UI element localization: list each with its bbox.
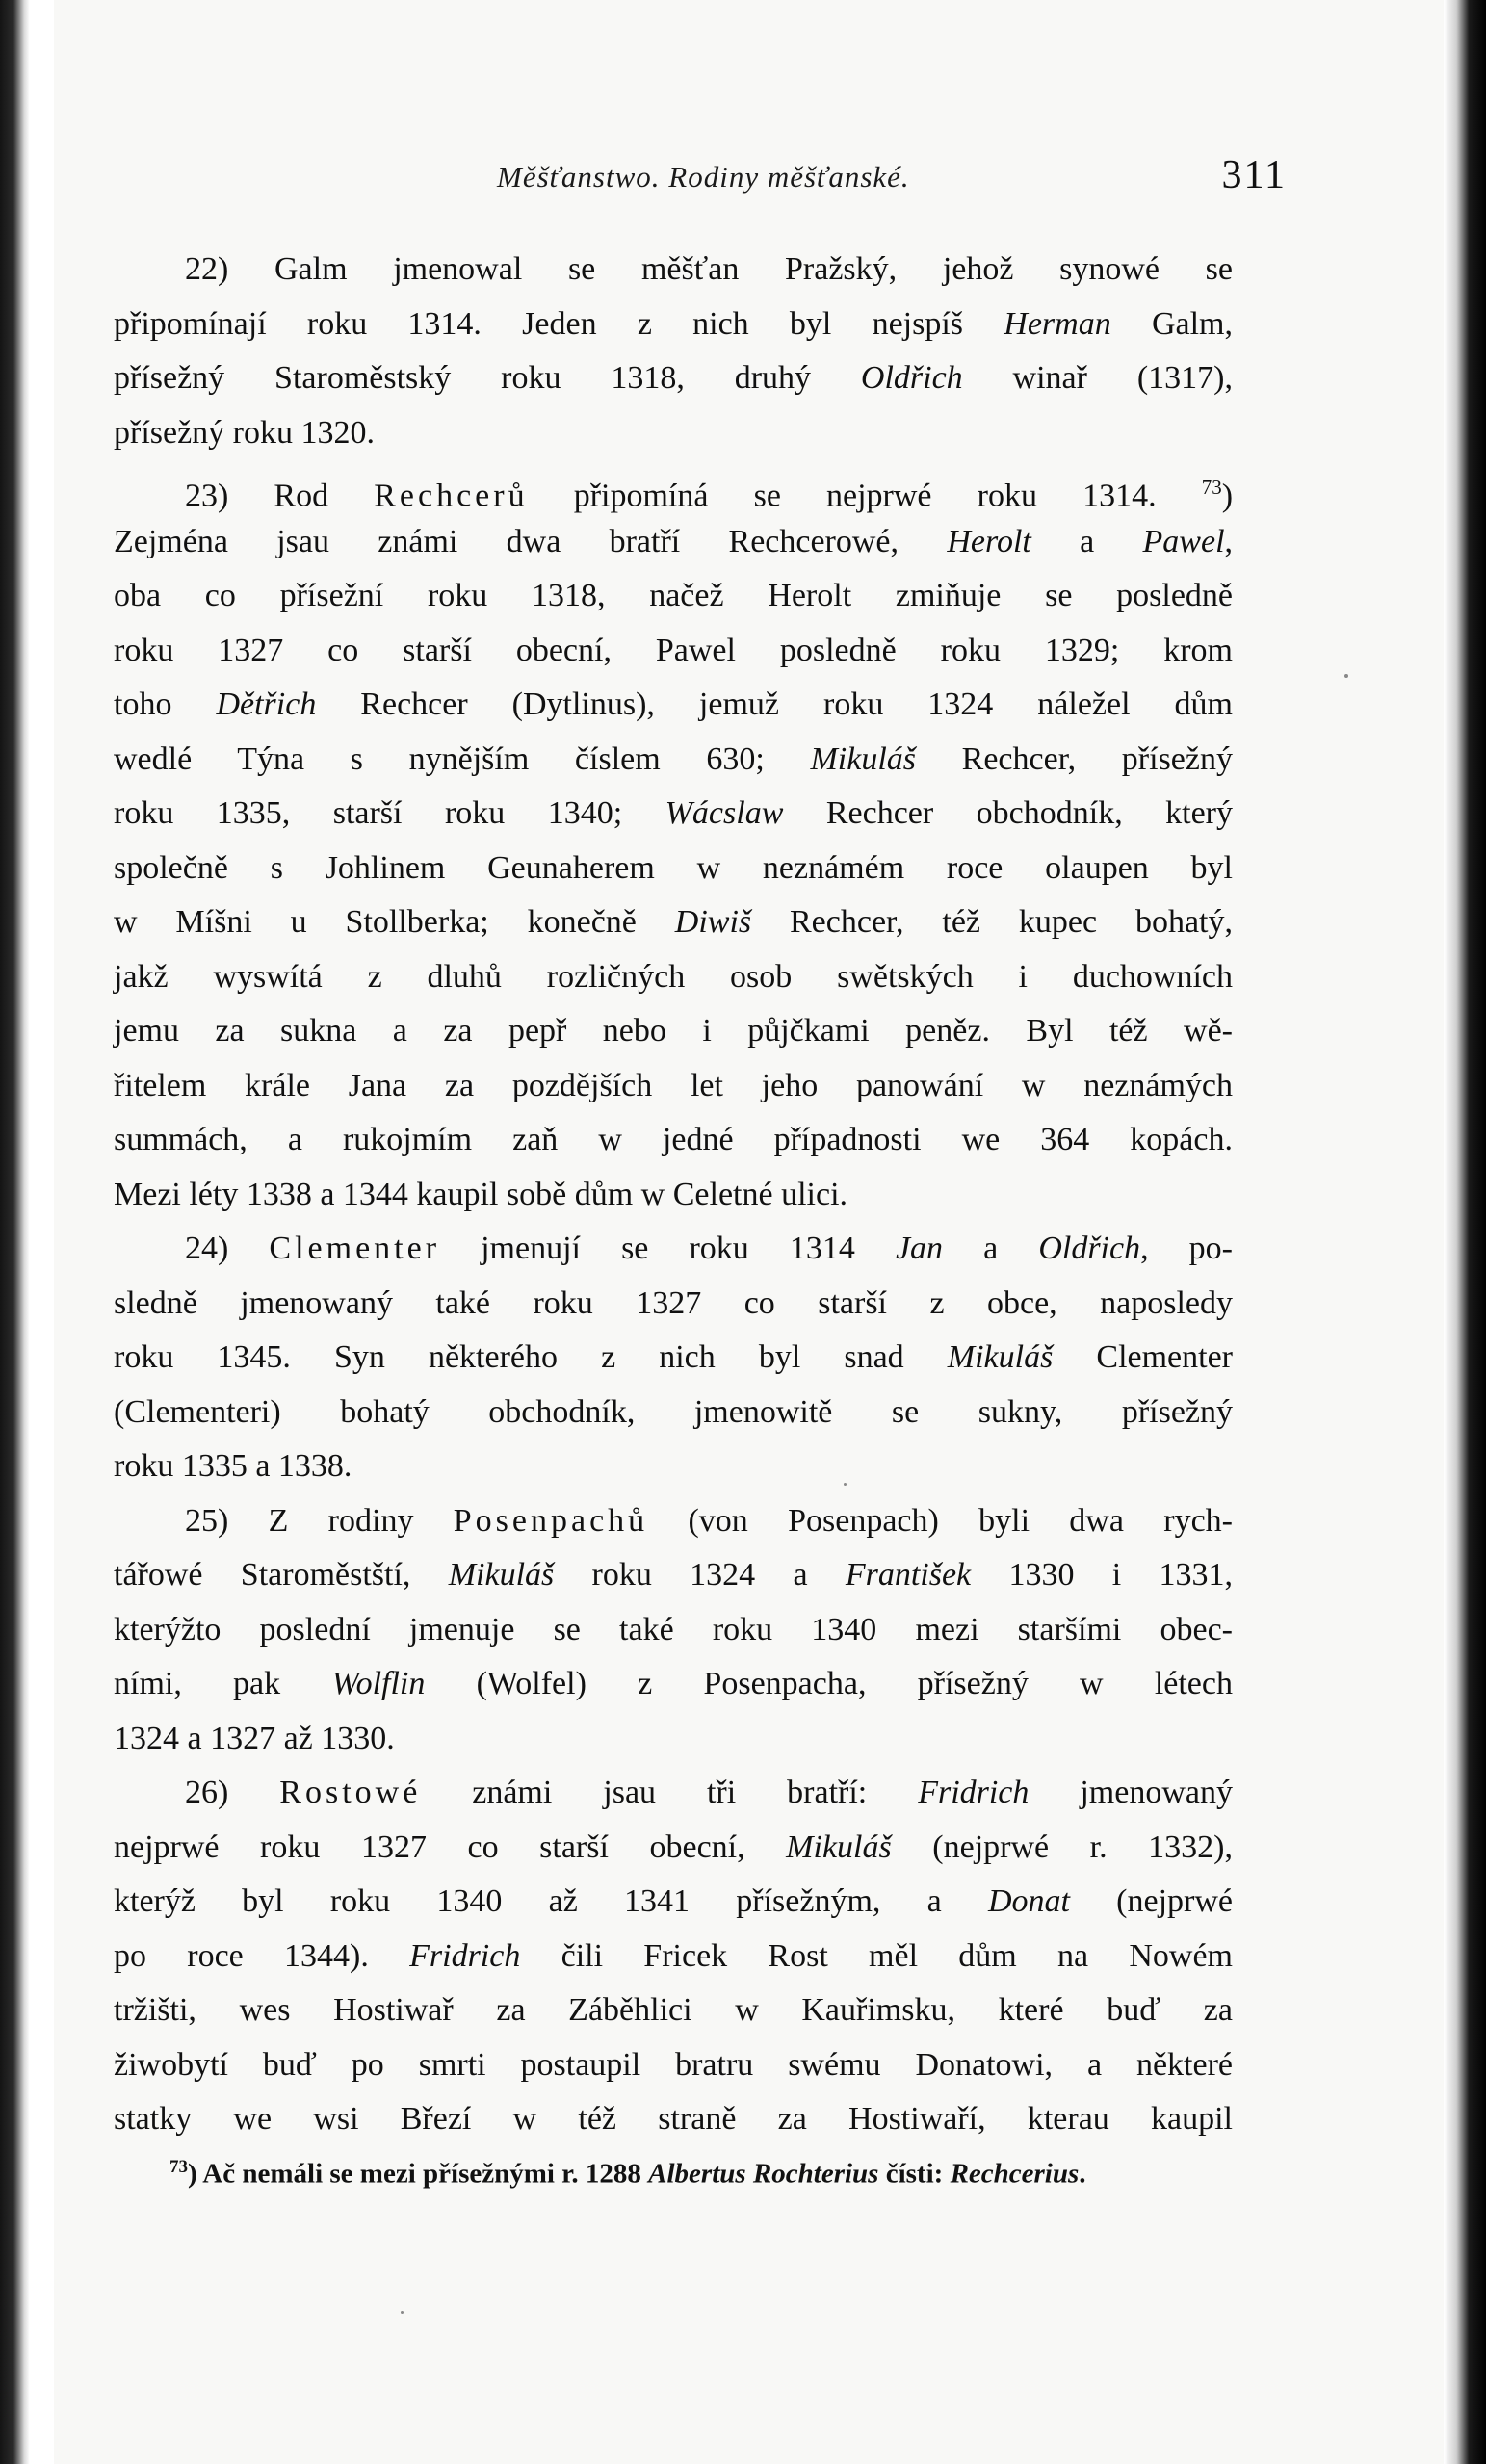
text-run: sledně jmenowaný také roku 1327 co starší z obce, naposledy: [114, 1284, 1233, 1321]
text-line: [114, 1331, 1233, 1386]
text-run: ) Ač nemáli se mezi přísežnými r. 1288: [188, 2158, 649, 2190]
italic-name: Diwiš: [674, 904, 752, 940]
text-run: .: [1079, 2158, 1086, 2190]
text-line: [114, 569, 1233, 624]
text-line: [114, 1439, 1233, 1494]
text-line: [114, 787, 1233, 842]
text-run: ními, pak: [114, 1666, 332, 1701]
text-line: [114, 460, 1233, 515]
text-line: [114, 950, 1233, 1005]
spaced-family-name: Posenpachů: [453, 1502, 649, 1539]
body-text: [114, 243, 1233, 2147]
running-title: Měšťanstwo. Rodiny měšťanské.: [497, 160, 910, 194]
text-line: [114, 1004, 1233, 1059]
text-line: [114, 2092, 1233, 2147]
text-line: [114, 1875, 1233, 1930]
text-line: [114, 1712, 1233, 1767]
text-run: Rechcer, též kupec bohatý,: [751, 904, 1233, 940]
text-run: přísežný Staroměstský roku 1318, druhý: [114, 360, 861, 396]
text-run: žiwobytí buď po smrti postaupil bratru swému Donatowi, a některé: [114, 2046, 1233, 2083]
text-run: přísežný roku 1320.: [114, 414, 376, 451]
print-speck: [401, 2311, 404, 2314]
text-run: Rechcer, přísežný: [916, 740, 1233, 777]
footnote-reference: 73: [1201, 476, 1222, 499]
text-run: jakž wyswítá z dluhů rozličných osob swětských i duchowních: [114, 958, 1233, 995]
text-run: roku 1335 a 1338.: [114, 1448, 352, 1484]
text-run: společně s Johlinem Geunaherem w neznámém roce olaupen byl: [114, 849, 1233, 886]
text-run: kterýž byl roku 1340 až 1341 přísežným, a: [114, 1883, 988, 1919]
text-run: roku 1345. Syn některého z nich byl snad: [114, 1339, 948, 1375]
text-run: Rechcer (Dytlinus), jemuž roku 1324 náležel dům: [316, 687, 1234, 722]
text-line: [114, 1222, 1233, 1277]
text-run: řitelem krále Jana za pozdějších let jeho panowání w neznámých: [114, 1067, 1233, 1103]
text-run: ,: [1224, 523, 1234, 559]
text-run: a: [943, 1231, 1039, 1266]
text-run: roku 1324 a: [554, 1557, 846, 1593]
print-speck: [844, 1483, 847, 1486]
italic-name: Pawel: [1142, 523, 1225, 559]
italic-name: Wolflin: [331, 1666, 426, 1701]
text-line: [114, 298, 1233, 352]
text-line: [114, 1113, 1233, 1168]
italic-name: Herman: [1004, 305, 1111, 342]
text-run: tářowé Staroměstští,: [114, 1557, 449, 1593]
italic-name: Albertus Rochterius: [648, 2158, 879, 2190]
italic-name: Mikuláš: [448, 1557, 555, 1593]
text-line: [114, 1603, 1233, 1658]
text-run: 1330 i 1331,: [971, 1557, 1233, 1593]
italic-name: Oldřich: [1038, 1231, 1141, 1266]
text-run: po roce 1344).: [114, 1937, 410, 1974]
text-line: [114, 733, 1233, 788]
spaced-family-name: Rechcerů: [374, 478, 529, 514]
text-run: Mezi léty 1338 a 1344 kaupil sobě dům w Celetné ulici.: [114, 1176, 848, 1212]
text-line: [114, 678, 1233, 733]
text-line: [114, 1494, 1233, 1549]
text-run: roku 1335, starší roku 1340;: [114, 795, 665, 831]
text-run: jemu za sukna a za pepř nebo i půjčkami peněz. Byl též wě-: [114, 1013, 1233, 1049]
text-run: 1324 a 1327 až 1330.: [114, 1720, 395, 1756]
italic-name: Rechcerius: [950, 2158, 1080, 2190]
text-run: statky we wsi Březí w též straně za Hostiwaří, kterau kaupil: [114, 2101, 1233, 2137]
text-run: připomínají roku 1314. Jeden z nich byl nejspíš: [114, 305, 1004, 342]
spaced-family-name: Clementer: [269, 1231, 441, 1266]
text-line: [114, 895, 1233, 950]
text-run: nejprwé roku 1327 co starší obecní,: [114, 1829, 787, 1865]
text-run: čili Fricek Rost měl dům na Nowém: [520, 1937, 1234, 1974]
text-run: jmenují se roku 1314: [440, 1231, 896, 1266]
spaced-family-name: Rostowé: [279, 1775, 422, 1810]
text-line: [114, 243, 1233, 298]
page-number: 311: [1221, 153, 1287, 197]
text-run: a: [1030, 523, 1143, 559]
text-line: [114, 1059, 1233, 1114]
scan-left-edge: [0, 0, 54, 2464]
text-line: [114, 351, 1233, 406]
text-run: oba co přísežní roku 1318, načež Herolt zmiňuje se posledně: [114, 578, 1233, 613]
text-run: , po-: [1140, 1231, 1233, 1266]
book-page: [54, 0, 1444, 2464]
text-run: Clementer: [1053, 1339, 1233, 1375]
italic-name: Fridrich: [409, 1937, 521, 1974]
italic-name: Herolt: [947, 523, 1031, 559]
text-run: w Míšni u Stollberka; konečně: [114, 904, 675, 940]
text-run: 26): [185, 1775, 280, 1810]
italic-name: Donat: [987, 1883, 1070, 1919]
text-run: (Clementeri) bohatý obchodník, jmenowitě se sukny, přísežný: [114, 1393, 1233, 1430]
text-line: [114, 1277, 1233, 1332]
footnote: [169, 2157, 1287, 2191]
text-line: [114, 1168, 1233, 1223]
footnote-marker: 73: [169, 2157, 188, 2177]
text-run: (von Posenpach) byli dwa rych-: [648, 1502, 1233, 1539]
text-run: ): [1221, 478, 1234, 514]
text-run: známi jsau tři bratří:: [421, 1775, 919, 1810]
text-line: [114, 1930, 1233, 1984]
text-run: 24): [185, 1231, 270, 1266]
scan-right-edge: [1444, 0, 1486, 2464]
text-line: [114, 2038, 1233, 2093]
text-run: připomíná se nejprwé roku 1314.: [528, 478, 1202, 514]
text-run: Galm,: [1110, 305, 1233, 342]
text-line: [114, 1821, 1233, 1876]
italic-name: František: [845, 1557, 972, 1593]
text-line: [114, 406, 1233, 461]
text-line: [114, 515, 1233, 570]
text-run: Zejména jsau známi dwa bratří Rechcerowé,: [114, 523, 948, 559]
text-run: (nejprwé r. 1332),: [891, 1829, 1233, 1865]
text-run: winař (1317),: [962, 360, 1233, 396]
text-line: [114, 1548, 1233, 1603]
text-run: tržišti, wes Hostiwař za Záběhlici w Kauřimsku, které buď za: [114, 1992, 1233, 2028]
italic-name: Oldřich: [860, 360, 963, 396]
page-header: [449, 152, 1287, 210]
text-line: [114, 1984, 1233, 2038]
text-line: [114, 1766, 1233, 1821]
text-run: 25) Z rodiny: [185, 1502, 454, 1539]
text-run: 23) Rod: [185, 478, 375, 514]
text-run: 22) Galm jmenowal se měšťan Pražský, jehož synowé se: [185, 251, 1233, 287]
text-run: summách, a rukojmím zaň w jedné případnosti we 364 kopách.: [114, 1122, 1233, 1157]
italic-name: Wácslaw: [665, 795, 784, 831]
text-run: (nejprwé: [1069, 1883, 1234, 1919]
text-run: čísti:: [878, 2158, 951, 2190]
italic-name: Mikuláš: [947, 1339, 1054, 1375]
italic-name: Dětřich: [216, 687, 317, 722]
text-run: toho: [114, 687, 217, 722]
print-speck: [1344, 674, 1348, 678]
text-run: Rechcer obchodník, který: [783, 795, 1233, 831]
italic-name: Jan: [895, 1231, 944, 1266]
text-line: [114, 624, 1233, 679]
text-run: roku 1327 co starší obecní, Pawel posledně roku 1329; krom: [114, 632, 1233, 668]
italic-name: Fridrich: [918, 1775, 1030, 1810]
text-run: jmenowaný: [1029, 1775, 1233, 1810]
text-line: [114, 1657, 1233, 1712]
text-line: [114, 842, 1233, 896]
text-run: (Wolfel) z Posenpacha, přísežný w létech: [425, 1666, 1233, 1701]
text-run: kterýžto poslední jmenuje se také roku 1340 mezi staršími obec-: [114, 1611, 1233, 1647]
italic-name: Mikuláš: [786, 1829, 892, 1865]
italic-name: Mikuláš: [810, 740, 916, 777]
text-line: [114, 1386, 1233, 1440]
text-run: wedlé Týna s nynějším číslem 630;: [114, 740, 811, 777]
